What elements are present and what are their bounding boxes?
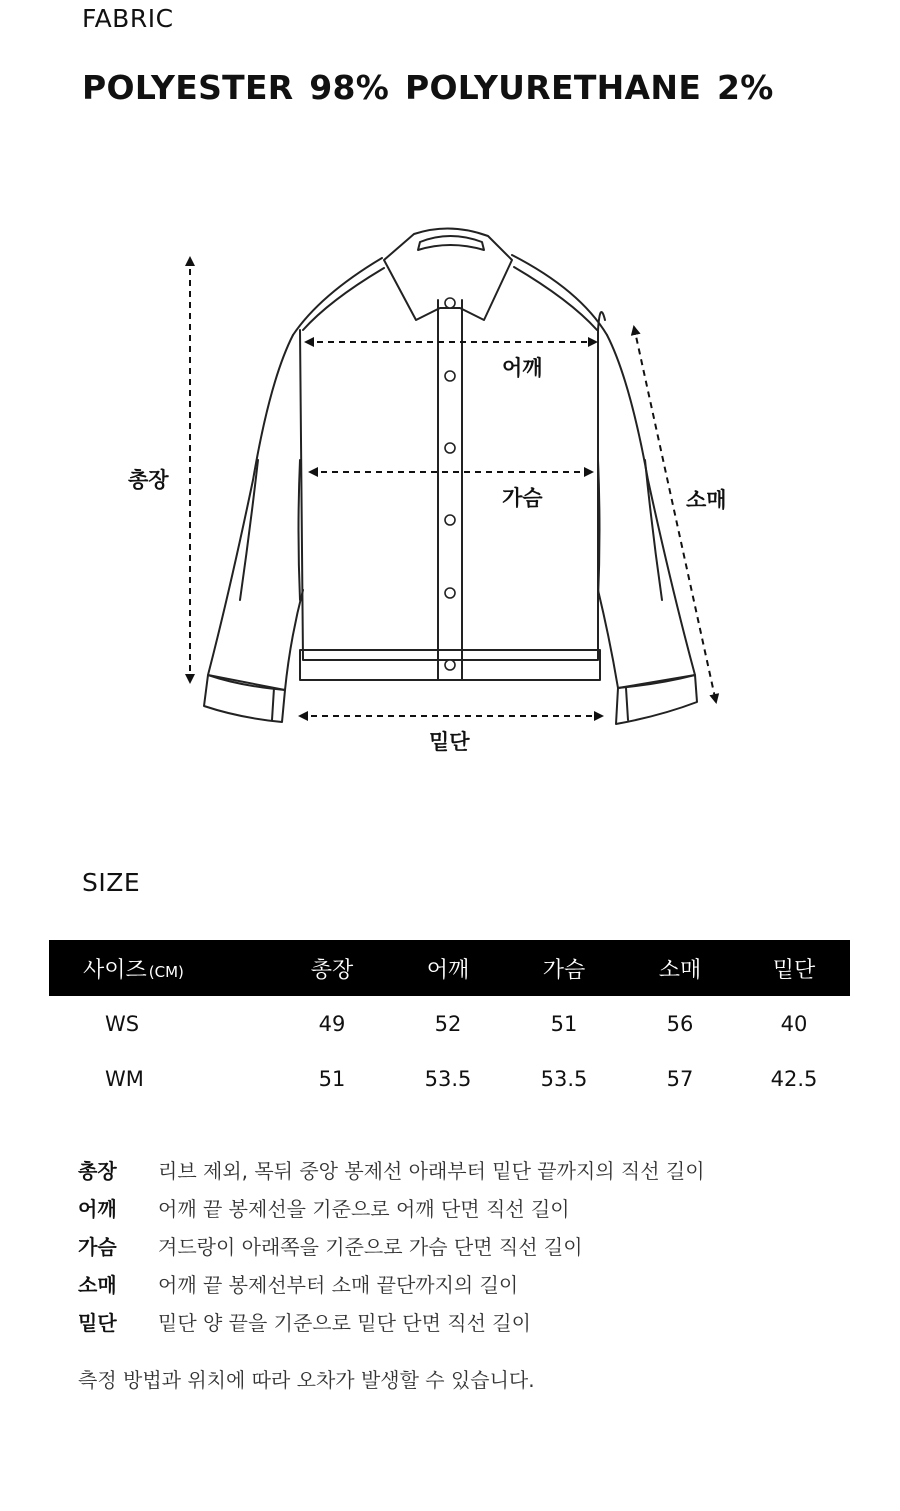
table-cell: 56	[666, 1011, 694, 1036]
table-row	[49, 996, 850, 1051]
shoulder-label: 어깨	[502, 356, 543, 380]
measurement-notes	[78, 1150, 705, 1340]
button	[445, 371, 455, 381]
table-cell: 53.5	[540, 1066, 588, 1091]
measurement-disclaimer: 측정 방법과 위치에 따라 오차가 발생할 수 있습니다.	[78, 1368, 535, 1392]
sleeve-label: 소매	[686, 488, 727, 512]
left-raglan-seam-inner	[303, 268, 384, 330]
table-cell: 53.5	[424, 1066, 472, 1091]
note-item	[78, 1188, 705, 1226]
note-term: 밑단	[78, 1310, 117, 1335]
size-name: WM	[105, 1066, 144, 1091]
button	[445, 298, 455, 308]
table-cell: 51	[550, 1011, 578, 1036]
size-header-cell: 사이즈 (CM)	[83, 957, 184, 983]
left-side-seam	[299, 460, 301, 600]
front-placket	[438, 300, 462, 680]
total-length-label: 총장	[128, 468, 169, 492]
note-term: 가슴	[78, 1234, 117, 1259]
left-sleeve	[208, 335, 303, 690]
fabric-composition: POLYESTER 98% POLYURETHANE 2%	[82, 68, 774, 107]
size-label: SIZE	[82, 868, 141, 897]
sleeve-arrow	[634, 327, 716, 702]
note-desc: 리브 제외, 목뒤 중앙 봉제선 아래부터 밑단 끝까지의 직선 길이	[158, 1158, 705, 1183]
note-item	[78, 1302, 705, 1340]
right-cuff-line	[626, 688, 628, 720]
table-row	[49, 1051, 850, 1106]
column-header: 어깨	[426, 957, 470, 983]
button	[445, 588, 455, 598]
button	[445, 660, 455, 670]
note-desc: 어깨 끝 봉제선을 기준으로 어깨 단면 직선 길이	[158, 1196, 570, 1221]
table-cell: 49	[318, 1011, 346, 1036]
right-raglan-seam	[512, 255, 607, 335]
column-header: 소매	[658, 957, 702, 983]
note-item	[78, 1150, 705, 1188]
jacket-diagram	[0, 150, 900, 810]
note-desc: 겨드랑이 아래쪽을 기준으로 가슴 단면 직선 길이	[158, 1234, 583, 1259]
hem-label: 밑단	[429, 730, 470, 754]
table-cell: 52	[434, 1011, 462, 1036]
collar-inner	[418, 236, 484, 250]
table-cell: 40	[780, 1011, 808, 1036]
column-header: 총장	[310, 957, 354, 983]
button	[445, 443, 455, 453]
note-term: 소매	[78, 1272, 117, 1297]
note-item	[78, 1264, 705, 1302]
note-item	[78, 1226, 705, 1264]
size-name: WS	[105, 1011, 140, 1036]
note-term: 총장	[78, 1158, 117, 1183]
right-raglan-seam-inner	[514, 267, 597, 330]
size-table-header	[49, 940, 850, 996]
fabric-label: FABRIC	[82, 4, 174, 33]
left-cuff-line	[272, 688, 274, 720]
left-raglan-seam	[293, 258, 382, 335]
note-desc: 밑단 양 끝을 기준으로 밑단 단면 직선 길이	[158, 1310, 531, 1335]
table-cell: 57	[666, 1066, 694, 1091]
size-table	[49, 940, 850, 1106]
button	[445, 515, 455, 525]
column-header: 밑단	[772, 957, 816, 983]
table-cell: 51	[318, 1066, 346, 1091]
jacket-body-outline	[300, 312, 605, 660]
note-desc: 어깨 끝 봉제선부터 소매 끝단까지의 길이	[158, 1272, 519, 1297]
right-sleeve	[598, 335, 695, 688]
note-term: 어깨	[78, 1196, 117, 1221]
chest-label: 가슴	[502, 486, 543, 510]
table-cell: 42.5	[770, 1066, 818, 1091]
column-header: 가슴	[542, 957, 586, 983]
